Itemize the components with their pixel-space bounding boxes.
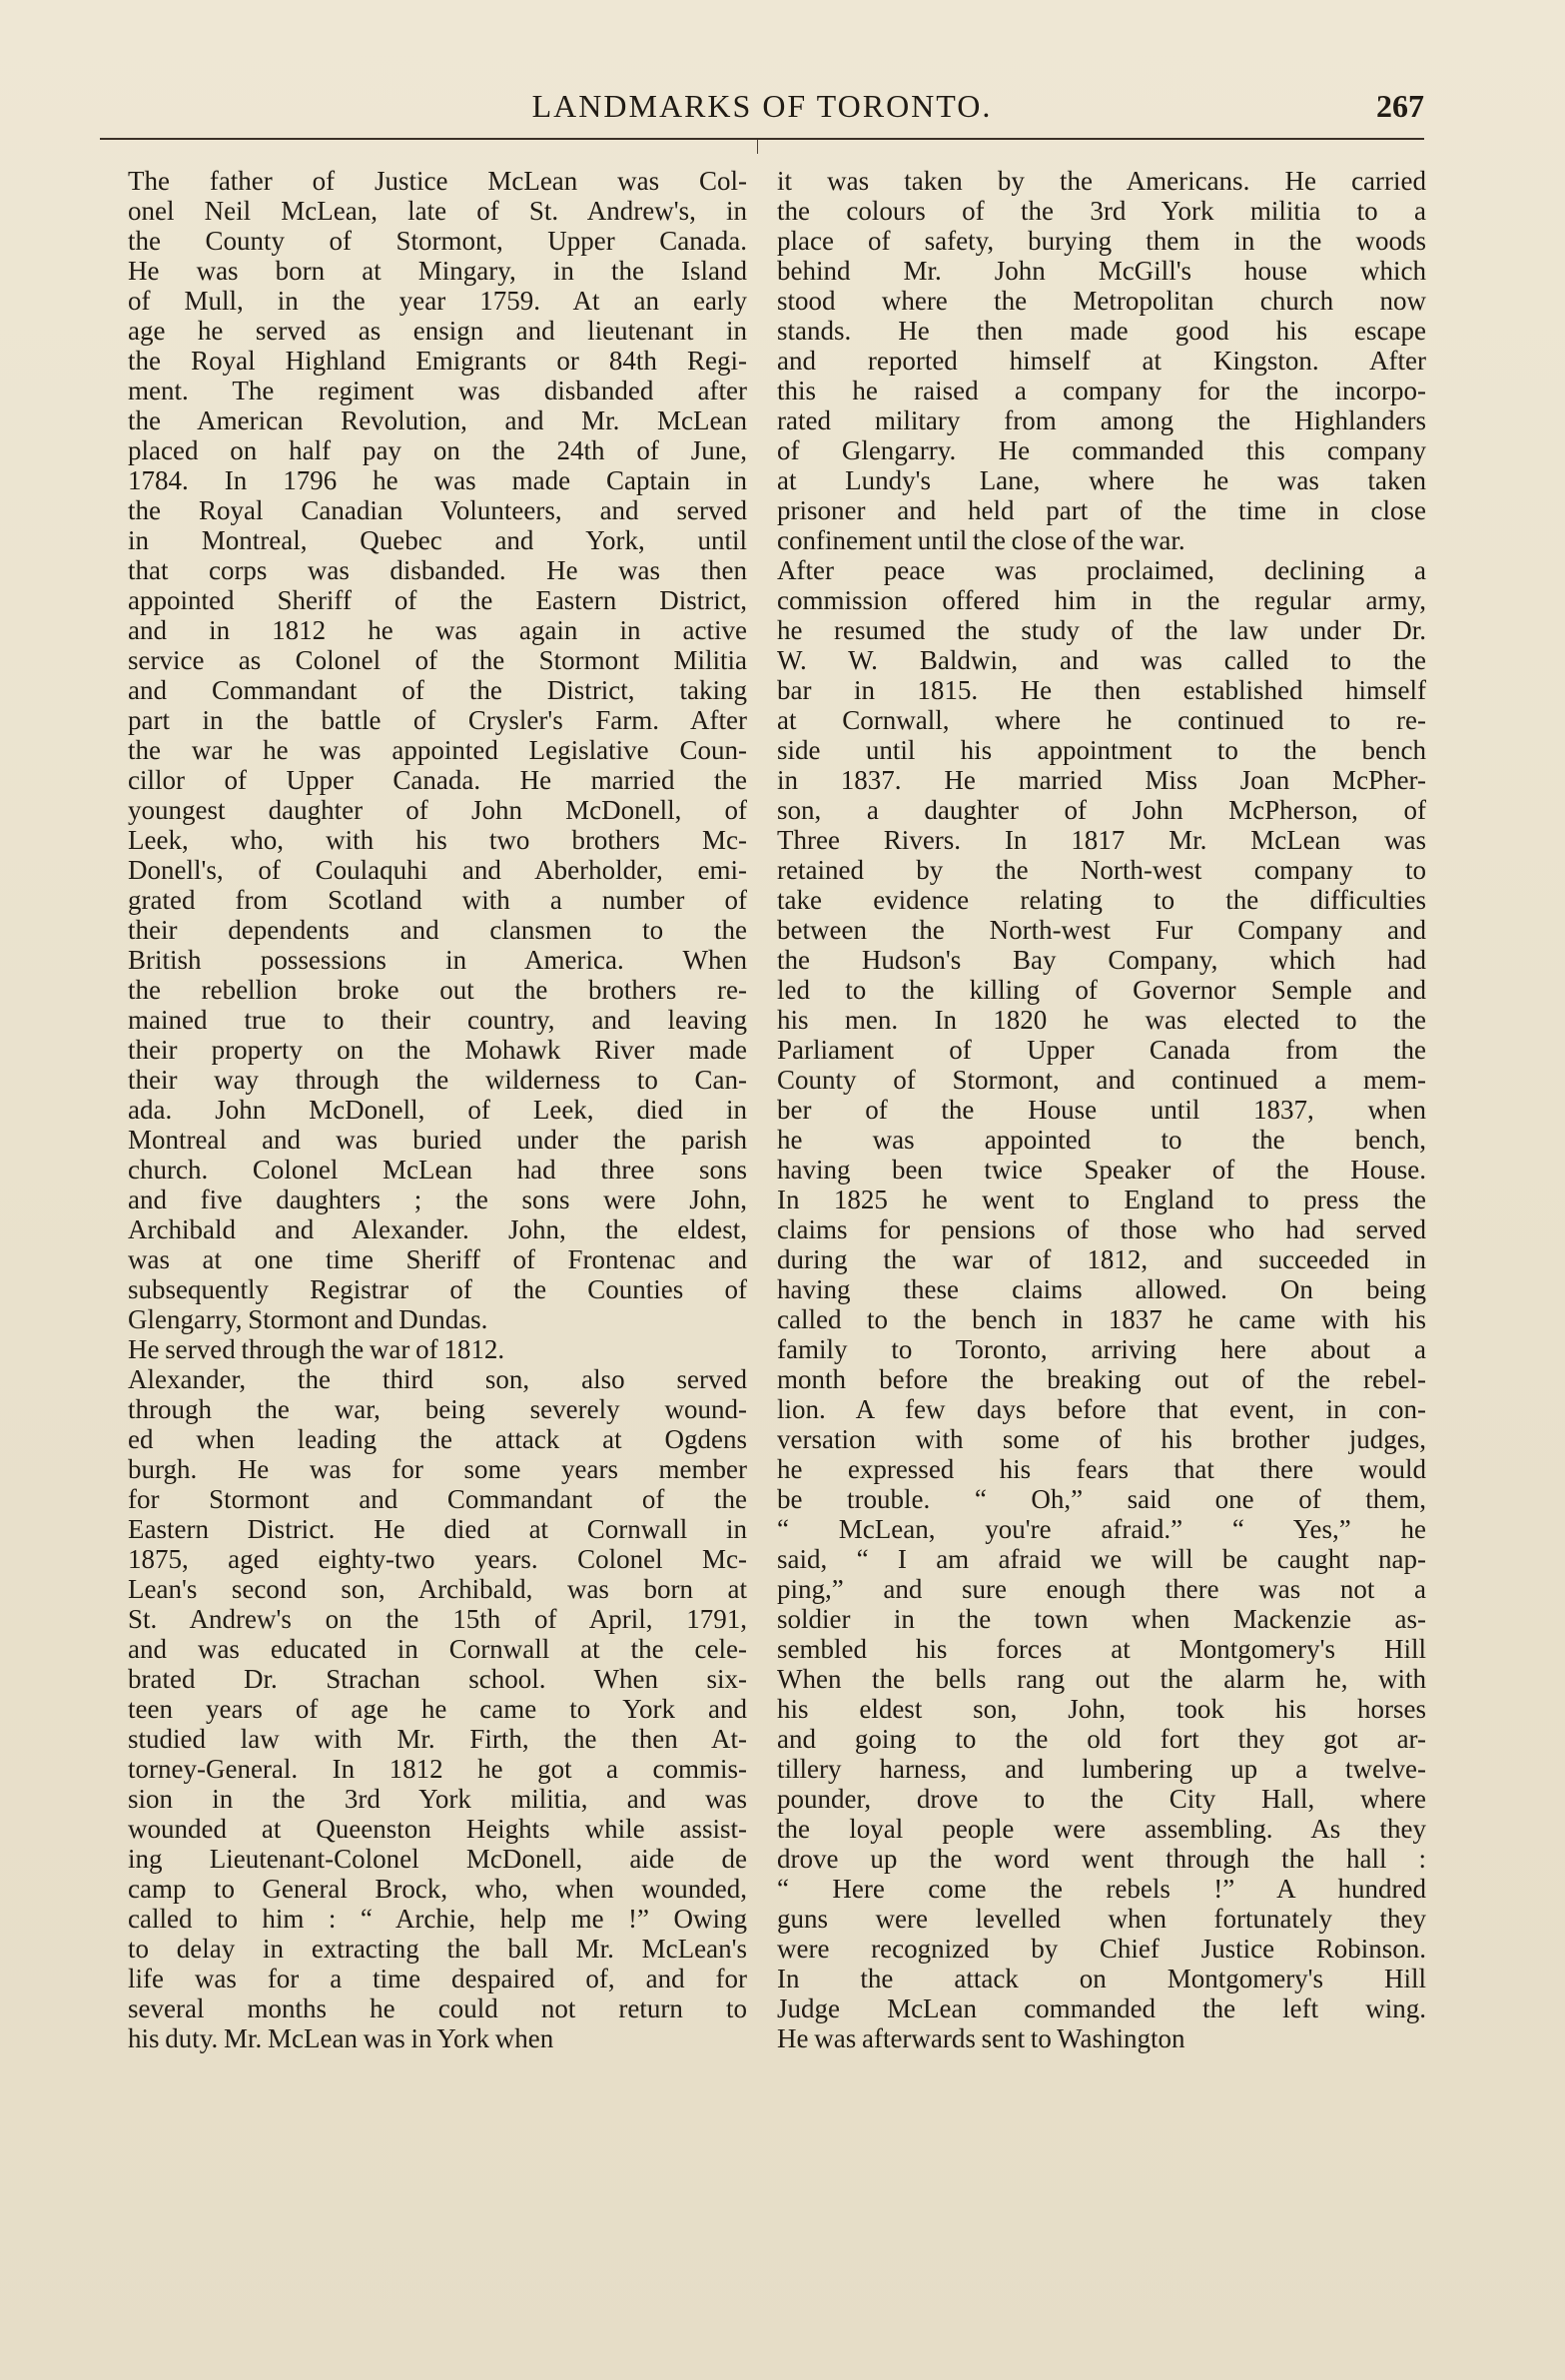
text-line: he resumed the study of the law under Dr. bbox=[777, 615, 1426, 645]
text-line: Glengarry, Stormont and Dundas. bbox=[128, 1304, 488, 1334]
text-line: his men. In 1820 he was elected to the bbox=[777, 1005, 1426, 1035]
text-line: in Montreal, Quebec and York, until bbox=[128, 525, 747, 555]
column-divider bbox=[757, 140, 758, 154]
text-line: lion. A few days before that event, in con- bbox=[777, 1394, 1426, 1424]
text-line: called to the bench in 1837 he came with his bbox=[777, 1304, 1426, 1334]
text-line: St. Andrew's on the 15th of April, 1791, bbox=[128, 1604, 747, 1634]
text-line: having these claims allowed. On being bbox=[777, 1274, 1426, 1304]
text-line: the colours of the 3rd York militia to a bbox=[777, 196, 1426, 226]
text-line: Parliament of Upper Canada from the bbox=[777, 1035, 1426, 1065]
text-line: appointed Sheriff of the Eastern District, bbox=[128, 585, 747, 615]
text-line: burgh. He was for some years member bbox=[128, 1454, 747, 1484]
text-line: led to the killing of Governor Semple and bbox=[777, 975, 1426, 1005]
text-line: the Hudson's Bay Company, which had bbox=[777, 945, 1426, 975]
text-line: that corps was disbanded. He was then bbox=[128, 555, 747, 585]
text-line: their way through the wilderness to Can- bbox=[128, 1065, 747, 1095]
text-line: placed on half pay on the 24th of June, bbox=[128, 435, 747, 465]
text-line: studied law with Mr. Firth, the then At- bbox=[128, 1724, 747, 1754]
text-line: pounder, drove to the City Hall, where bbox=[777, 1784, 1426, 1814]
text-line: claims for pensions of those who had served bbox=[777, 1214, 1426, 1244]
text-line: month before the breaking out of the rebel- bbox=[777, 1364, 1426, 1394]
text-line: through the war, being severely wound- bbox=[128, 1394, 747, 1424]
text-line: rated military from among the Highlanders bbox=[777, 405, 1426, 435]
text-line: 1875, aged eighty-two years. Colonel Mc- bbox=[128, 1544, 747, 1574]
text-line: family to Toronto, arriving here about a bbox=[777, 1334, 1426, 1364]
text-line: called to him : “ Archie, help me !” Owing bbox=[128, 1904, 747, 1934]
text-line: ment. The regiment was disbanded after bbox=[128, 376, 747, 405]
text-line: the Royal Canadian Volunteers, and served bbox=[128, 495, 747, 525]
text-line: retained by the North-west company to bbox=[777, 855, 1426, 885]
text-line: soldier in the town when Mackenzie as- bbox=[777, 1604, 1426, 1634]
text-line: commission offered him in the regular army, bbox=[777, 585, 1426, 615]
page-number: 267 bbox=[1376, 88, 1424, 124]
text-line: He served through the war of 1812. bbox=[128, 1334, 505, 1364]
text-line: sembled his forces at Montgomery's Hill bbox=[777, 1634, 1426, 1664]
text-line: side until his appointment to the bench bbox=[777, 735, 1426, 765]
text-line: be trouble. “ Oh,” said one of them, bbox=[777, 1484, 1426, 1514]
text-line: wounded at Queenston Heights while assist- bbox=[128, 1814, 747, 1844]
text-line: life was for a time despaired of, and for bbox=[128, 1964, 747, 1993]
text-line: In 1825 he went to England to press the bbox=[777, 1185, 1426, 1214]
text-line: Donell's, of Coulaquhi and Aberholder, emi- bbox=[128, 855, 747, 885]
text-line: “ McLean, you're afraid.” “ Yes,” he bbox=[777, 1514, 1426, 1544]
text-line: age he served as ensign and lieutenant in bbox=[128, 316, 747, 346]
text-line: and was educated in Cornwall at the cele- bbox=[128, 1634, 747, 1664]
text-line: their dependents and clansmen to the bbox=[128, 915, 747, 945]
text-line: camp to General Brock, who, when wounded, bbox=[128, 1874, 747, 1904]
text-line: cillor of Upper Canada. He married the bbox=[128, 765, 747, 795]
text-line: during the war of 1812, and succeeded in bbox=[777, 1244, 1426, 1274]
text-line: this he raised a company for the incorpo- bbox=[777, 376, 1426, 405]
text-line: tillery harness, and lumbering up a twelve- bbox=[777, 1754, 1426, 1784]
text-line: onel Neil McLean, late of St. Andrew's, in bbox=[128, 196, 747, 226]
header-rule bbox=[100, 138, 1424, 140]
text-line: ing Lieutenant-Colonel McDonell, aide de bbox=[128, 1844, 747, 1874]
text-line: he expressed his fears that there would bbox=[777, 1454, 1426, 1484]
text-line: ed when leading the attack at Ogdens bbox=[128, 1424, 747, 1454]
text-line: W. W. Baldwin, and was called to the bbox=[777, 645, 1426, 675]
left-column bbox=[128, 166, 747, 2053]
text-line: guns were levelled when fortunately they bbox=[777, 1904, 1426, 1934]
text-line: He was born at Mingary, in the Island bbox=[128, 256, 747, 286]
text-line: the Royal Highland Emigrants or 84th Regi- bbox=[128, 346, 747, 376]
text-line: was at one time Sheriff of Frontenac and bbox=[128, 1244, 747, 1274]
text-line: between the North-west Fur Company and bbox=[777, 915, 1426, 945]
text-line: subsequently Registrar of the Counties of bbox=[128, 1274, 747, 1304]
text-line: stands. He then made good his escape bbox=[777, 316, 1426, 346]
text-line: Eastern District. He died at Cornwall in bbox=[128, 1514, 747, 1544]
text-line: British possessions in America. When bbox=[128, 945, 747, 975]
page-header bbox=[100, 88, 1424, 138]
text-line: behind Mr. John McGill's house which bbox=[777, 256, 1426, 286]
text-line: 1784. In 1796 he was made Captain in bbox=[128, 465, 747, 495]
text-line: of Glengarry. He commanded this company bbox=[777, 435, 1426, 465]
text-line: “ Here come the rebels !” A hundred bbox=[777, 1874, 1426, 1904]
text-line: the County of Stormont, Upper Canada. bbox=[128, 226, 747, 256]
text-line: at Lundy's Lane, where he was taken bbox=[777, 465, 1426, 495]
text-line: his duty. Mr. McLean was in York when bbox=[128, 2023, 554, 2053]
text-line: Montreal and was buried under the parish bbox=[128, 1125, 747, 1155]
text-line: After peace was proclaimed, declining a bbox=[777, 555, 1426, 585]
text-line: When the bells rang out the alarm he, with bbox=[777, 1664, 1426, 1694]
text-line: bar in 1815. He then established himself bbox=[777, 675, 1426, 705]
text-line: torney-General. In 1812 he got a commis- bbox=[128, 1754, 747, 1784]
text-line: and reported himself at Kingston. After bbox=[777, 346, 1426, 376]
text-line: having been twice Speaker of the House. bbox=[777, 1155, 1426, 1185]
text-line: The father of Justice McLean was Col- bbox=[128, 166, 747, 196]
text-line: teen years of age he came to York and bbox=[128, 1694, 747, 1724]
text-line: drove up the word went through the hall : bbox=[777, 1844, 1426, 1874]
text-line: the rebellion broke out the brothers re- bbox=[128, 975, 747, 1005]
text-line: brated Dr. Strachan school. When six- bbox=[128, 1664, 747, 1694]
running-head: LANDMARKS OF TORONTO. bbox=[531, 88, 993, 124]
text-line: his eldest son, John, took his horses bbox=[777, 1694, 1426, 1724]
text-line: several months he could not return to bbox=[128, 1993, 747, 2023]
text-line: the loyal people were assembling. As they bbox=[777, 1814, 1426, 1844]
text-line: said, “ I am afraid we will be caught nap- bbox=[777, 1544, 1426, 1574]
text-line: take evidence relating to the difficulties bbox=[777, 885, 1426, 915]
text-line: he was appointed to the bench, bbox=[777, 1125, 1426, 1155]
text-line: In the attack on Montgomery's Hill bbox=[777, 1964, 1426, 1993]
text-line: He was afterwards sent to Washington bbox=[777, 2023, 1185, 2053]
text-line: confinement until the close of the war. bbox=[777, 525, 1185, 555]
text-line: stood where the Metropolitan church now bbox=[777, 286, 1426, 316]
text-line: and Commandant of the District, taking bbox=[128, 675, 747, 705]
text-line: mained true to their country, and leaving bbox=[128, 1005, 747, 1035]
text-line: ada. John McDonell, of Leek, died in bbox=[128, 1095, 747, 1125]
text-line: ping,” and sure enough there was not a bbox=[777, 1574, 1426, 1604]
text-line: grated from Scotland with a number of bbox=[128, 885, 747, 915]
text-line: Alexander, the third son, also served bbox=[128, 1364, 747, 1394]
text-line: were recognized by Chief Justice Robinson. bbox=[777, 1934, 1426, 1964]
text-line: Lean's second son, Archibald, was born at bbox=[128, 1574, 747, 1604]
text-line: versation with some of his brother judges, bbox=[777, 1424, 1426, 1454]
text-line: prisoner and held part of the time in close bbox=[777, 495, 1426, 525]
text-line: church. Colonel McLean had three sons bbox=[128, 1155, 747, 1185]
text-line: Leek, who, with his two brothers Mc- bbox=[128, 825, 747, 855]
text-line: to delay in extracting the ball Mr. McLean's bbox=[128, 1934, 747, 1964]
text-line: son, a daughter of John McPherson, of bbox=[777, 795, 1426, 825]
text-line: Three Rivers. In 1817 Mr. McLean was bbox=[777, 825, 1426, 855]
text-line: it was taken by the Americans. He carried bbox=[777, 166, 1426, 196]
text-line: and in 1812 he was again in active bbox=[128, 615, 747, 645]
text-line: Judge McLean commanded the left wing. bbox=[777, 1993, 1426, 2023]
text-line: Archibald and Alexander. John, the eldest, bbox=[128, 1214, 747, 1244]
text-line: the war he was appointed Legislative Coun- bbox=[128, 735, 747, 765]
text-line: place of safety, burying them in the woods bbox=[777, 226, 1426, 256]
text-line: youngest daughter of John McDonell, of bbox=[128, 795, 747, 825]
text-line: ber of the House until 1837, when bbox=[777, 1095, 1426, 1125]
text-line: sion in the 3rd York militia, and was bbox=[128, 1784, 747, 1814]
text-line: in 1837. He married Miss Joan McPher- bbox=[777, 765, 1426, 795]
text-line: the American Revolution, and Mr. McLean bbox=[128, 405, 747, 435]
text-line: County of Stormont, and continued a mem- bbox=[777, 1065, 1426, 1095]
text-line: and going to the old fort they got ar- bbox=[777, 1724, 1426, 1754]
text-line: part in the battle of Crysler's Farm. After bbox=[128, 705, 747, 735]
right-column bbox=[777, 166, 1426, 2053]
text-line: service as Colonel of the Stormont Militia bbox=[128, 645, 747, 675]
text-line: at Cornwall, where he continued to re- bbox=[777, 705, 1426, 735]
text-line: for Stormont and Commandant of the bbox=[128, 1484, 747, 1514]
text-line: of Mull, in the year 1759. At an early bbox=[128, 286, 747, 316]
text-line: and five daughters ; the sons were John, bbox=[128, 1185, 747, 1214]
text-line: their property on the Mohawk River made bbox=[128, 1035, 747, 1065]
